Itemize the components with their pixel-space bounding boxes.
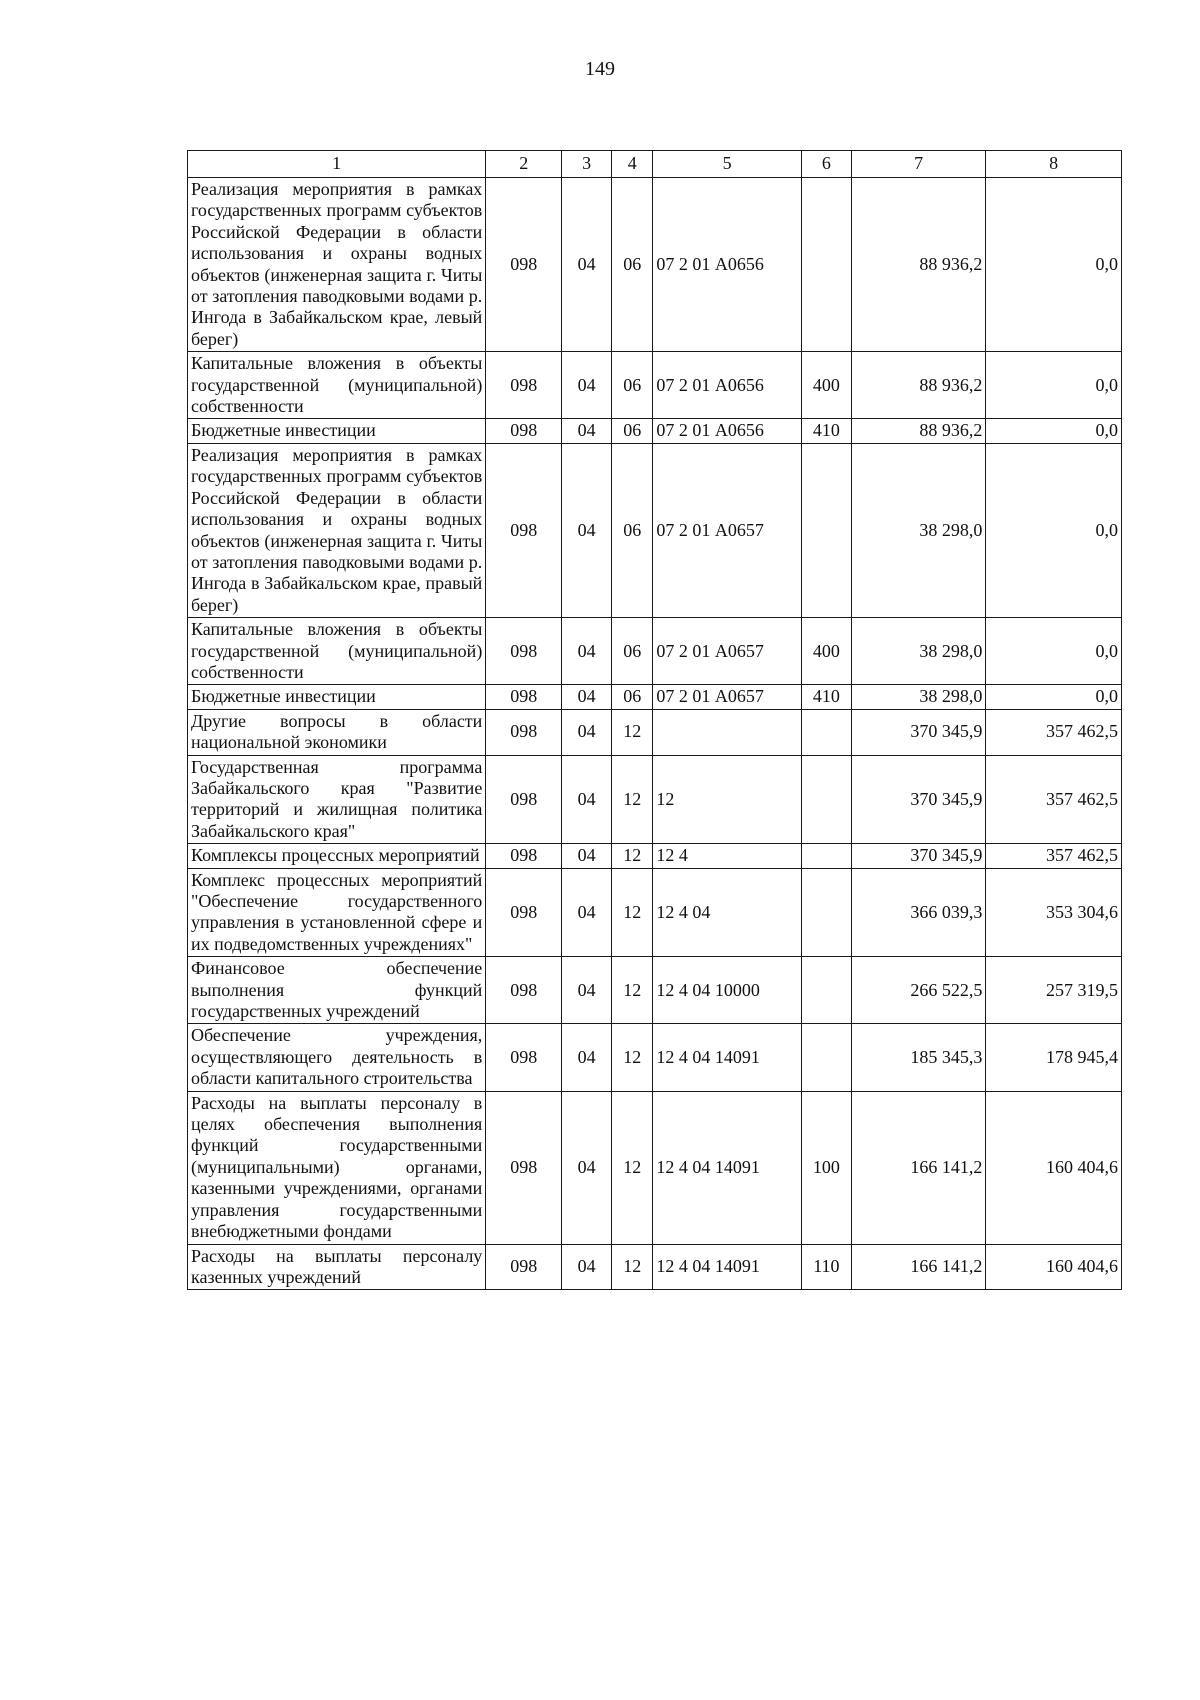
- subsection-code: 12: [612, 755, 653, 844]
- row-description: Капитальные вложения в объекты государственной (муниципальной) собственности: [188, 352, 486, 419]
- amount-year-2: 353 304,6: [986, 868, 1122, 957]
- expense-type-code: [801, 844, 851, 868]
- amount-year-2: 160 404,6: [986, 1244, 1122, 1290]
- amount-year-1: 366 039,3: [851, 868, 986, 957]
- grbs-code: 098: [486, 1024, 562, 1091]
- amount-year-1: 38 298,0: [851, 685, 986, 709]
- target-article-code: 12 4 04 14091: [653, 1024, 802, 1091]
- amount-year-1: 185 345,3: [851, 1024, 986, 1091]
- expense-type-code: 400: [801, 352, 851, 419]
- column-header: 1: [188, 151, 486, 178]
- amount-year-2: 257 319,5: [986, 957, 1122, 1024]
- row-description: Бюджетные инвестиции: [188, 419, 486, 443]
- table-row: [188, 957, 1122, 1024]
- grbs-code: 098: [486, 419, 562, 443]
- grbs-code: 098: [486, 685, 562, 709]
- target-article-code: [653, 709, 802, 755]
- column-header: 5: [653, 151, 802, 178]
- table-row: [188, 618, 1122, 685]
- table-row: [188, 443, 1122, 617]
- column-header: 7: [851, 151, 986, 178]
- section-code: 04: [562, 352, 612, 419]
- grbs-code: 098: [486, 178, 562, 352]
- row-description: Финансовое обеспечение выполнения функций государственных учреждений: [188, 957, 486, 1024]
- amount-year-1: 370 345,9: [851, 844, 986, 868]
- table-row: [188, 844, 1122, 868]
- target-article-code: 07 2 01 А0656: [653, 419, 802, 443]
- amount-year-1: 38 298,0: [851, 443, 986, 617]
- amount-year-1: 166 141,2: [851, 1091, 986, 1244]
- amount-year-2: 0,0: [986, 352, 1122, 419]
- subsection-code: 12: [612, 844, 653, 868]
- expense-type-code: [801, 1024, 851, 1091]
- grbs-code: 098: [486, 443, 562, 617]
- expense-type-code: [801, 443, 851, 617]
- section-code: 04: [562, 685, 612, 709]
- amount-year-2: 0,0: [986, 178, 1122, 352]
- section-code: 04: [562, 419, 612, 443]
- amount-year-1: 38 298,0: [851, 618, 986, 685]
- table-row: [188, 178, 1122, 352]
- section-code: 04: [562, 178, 612, 352]
- expense-type-code: [801, 709, 851, 755]
- subsection-code: 12: [612, 1244, 653, 1290]
- expense-type-code: [801, 755, 851, 844]
- row-description: Расходы на выплаты персоналу казенных учреждений: [188, 1244, 486, 1290]
- grbs-code: 098: [486, 352, 562, 419]
- subsection-code: 06: [612, 685, 653, 709]
- table-row: [188, 419, 1122, 443]
- table-row: [188, 685, 1122, 709]
- amount-year-1: 370 345,9: [851, 755, 986, 844]
- row-description: Комплексы процессных мероприятий: [188, 844, 486, 868]
- section-code: 04: [562, 844, 612, 868]
- target-article-code: 12 4 04 14091: [653, 1091, 802, 1244]
- subsection-code: 06: [612, 178, 653, 352]
- row-description: Бюджетные инвестиции: [188, 685, 486, 709]
- grbs-code: 098: [486, 957, 562, 1024]
- expense-type-code: [801, 957, 851, 1024]
- section-code: 04: [562, 1024, 612, 1091]
- target-article-code: 12 4 04 10000: [653, 957, 802, 1024]
- row-description: Обеспечение учреждения, осуществляющего деятельность в области капитального строительства: [188, 1024, 486, 1091]
- amount-year-2: 357 462,5: [986, 755, 1122, 844]
- target-article-code: 07 2 01 А0657: [653, 443, 802, 617]
- table-row: [188, 1091, 1122, 1244]
- section-code: 04: [562, 755, 612, 844]
- budget-table: [187, 150, 1122, 1290]
- subsection-code: 06: [612, 618, 653, 685]
- amount-year-2: 0,0: [986, 685, 1122, 709]
- expense-type-code: 110: [801, 1244, 851, 1290]
- section-code: 04: [562, 868, 612, 957]
- amount-year-1: 88 936,2: [851, 178, 986, 352]
- amount-year-2: 0,0: [986, 443, 1122, 617]
- row-description: Реализация мероприятия в рамках государственных программ субъектов Российской Федерации в области использования и охраны водных объектов (инженерная защита г. Читы от затопления паводковыми водами р. Ингода в Забайкальском крае, правый берег): [188, 443, 486, 617]
- column-header: 6: [801, 151, 851, 178]
- target-article-code: 12 4 04: [653, 868, 802, 957]
- amount-year-2: 160 404,6: [986, 1091, 1122, 1244]
- subsection-code: 12: [612, 957, 653, 1024]
- header-row: [188, 151, 1122, 178]
- table-row: [188, 1244, 1122, 1290]
- amount-year-2: 357 462,5: [986, 709, 1122, 755]
- amount-year-2: 178 945,4: [986, 1024, 1122, 1091]
- target-article-code: 12: [653, 755, 802, 844]
- subsection-code: 12: [612, 709, 653, 755]
- subsection-code: 06: [612, 443, 653, 617]
- amount-year-1: 88 936,2: [851, 352, 986, 419]
- amount-year-1: 88 936,2: [851, 419, 986, 443]
- table-row: [188, 352, 1122, 419]
- page-number: 149: [585, 58, 615, 80]
- row-description: Государственная программа Забайкальского края "Развитие территорий и жилищная политика Забайкальского края": [188, 755, 486, 844]
- subsection-code: 12: [612, 1091, 653, 1244]
- subsection-code: 06: [612, 419, 653, 443]
- table-row: [188, 1024, 1122, 1091]
- row-description: Реализация мероприятия в рамках государственных программ субъектов Российской Федерации в области использования и охраны водных объектов (инженерная защита г. Читы от затопления паводковыми водами р. Ингода в Забайкальском крае, левый берег): [188, 178, 486, 352]
- expense-type-code: [801, 178, 851, 352]
- section-code: 04: [562, 443, 612, 617]
- expense-type-code: 400: [801, 618, 851, 685]
- target-article-code: 07 2 01 А0657: [653, 685, 802, 709]
- section-code: 04: [562, 1244, 612, 1290]
- grbs-code: 098: [486, 755, 562, 844]
- column-header: 8: [986, 151, 1122, 178]
- grbs-code: 098: [486, 618, 562, 685]
- section-code: 04: [562, 957, 612, 1024]
- row-description: Капитальные вложения в объекты государственной (муниципальной) собственности: [188, 618, 486, 685]
- target-article-code: 07 2 01 А0656: [653, 178, 802, 352]
- amount-year-1: 166 141,2: [851, 1244, 986, 1290]
- column-header: 2: [486, 151, 562, 178]
- subsection-code: 12: [612, 1024, 653, 1091]
- row-description: Расходы на выплаты персоналу в целях обеспечения выполнения функций государственными (муниципальными) органами, казенными учреждениями, органами управления государственными внебюджетными фондами: [188, 1091, 486, 1244]
- subsection-code: 06: [612, 352, 653, 419]
- target-article-code: 12 4: [653, 844, 802, 868]
- expense-type-code: 410: [801, 685, 851, 709]
- amount-year-1: 266 522,5: [851, 957, 986, 1024]
- section-code: 04: [562, 1091, 612, 1244]
- column-header: 3: [562, 151, 612, 178]
- amount-year-1: 370 345,9: [851, 709, 986, 755]
- target-article-code: 07 2 01 А0656: [653, 352, 802, 419]
- section-code: 04: [562, 709, 612, 755]
- target-article-code: 12 4 04 14091: [653, 1244, 802, 1290]
- amount-year-2: 357 462,5: [986, 844, 1122, 868]
- table-row: [188, 709, 1122, 755]
- expense-type-code: [801, 868, 851, 957]
- target-article-code: 07 2 01 А0657: [653, 618, 802, 685]
- row-description: Другие вопросы в области национальной экономики: [188, 709, 486, 755]
- amount-year-2: 0,0: [986, 618, 1122, 685]
- grbs-code: 098: [486, 1244, 562, 1290]
- expense-type-code: 410: [801, 419, 851, 443]
- table-row: [188, 755, 1122, 844]
- grbs-code: 098: [486, 868, 562, 957]
- expense-type-code: 100: [801, 1091, 851, 1244]
- subsection-code: 12: [612, 868, 653, 957]
- table-row: [188, 868, 1122, 957]
- amount-year-2: 0,0: [986, 419, 1122, 443]
- grbs-code: 098: [486, 844, 562, 868]
- grbs-code: 098: [486, 709, 562, 755]
- column-header: 4: [612, 151, 653, 178]
- section-code: 04: [562, 618, 612, 685]
- grbs-code: 098: [486, 1091, 562, 1244]
- row-description: Комплекс процессных мероприятий "Обеспечение государственного управления в установленной сфере и их подведомственных учреждениях": [188, 868, 486, 957]
